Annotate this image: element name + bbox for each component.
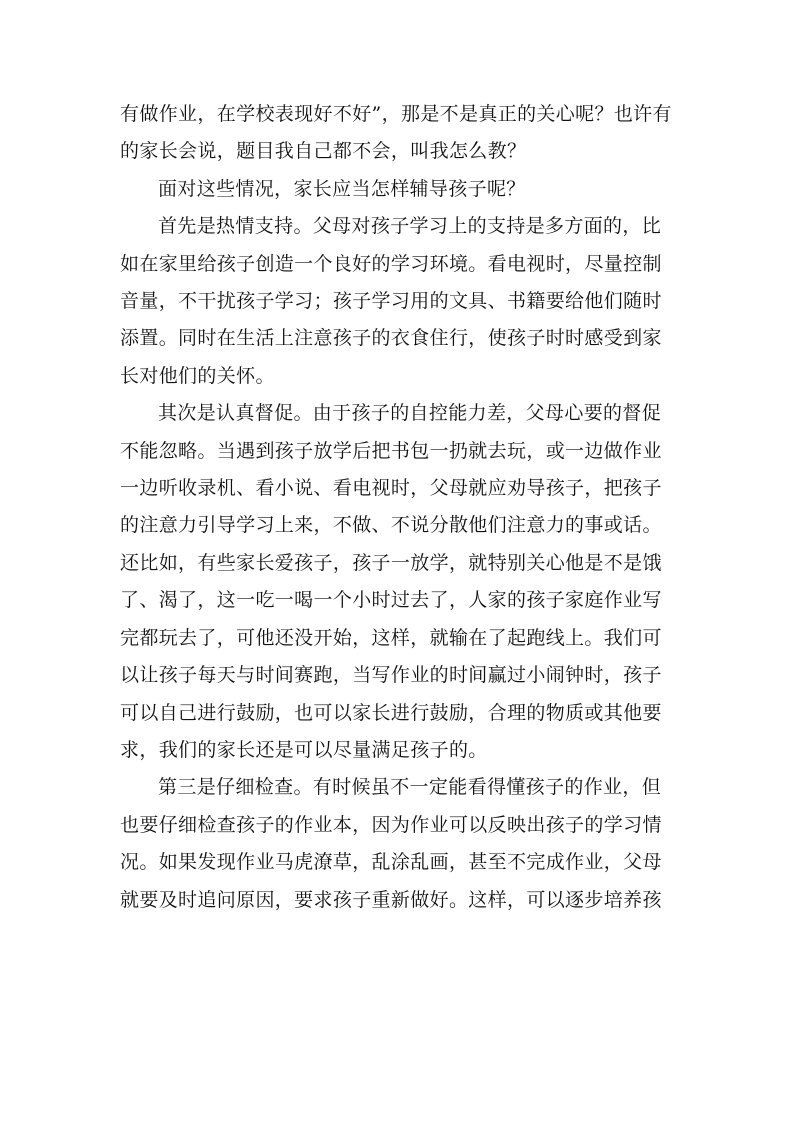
document-body [120,96,680,919]
paragraph-check: 第三是仔细检查。有时候虽不一定能看得懂孩子的作业，但也要仔细检查孩子的作业本，因为作业可以反映出孩子的学习情况。如果发现作业马虎潦草，乱涂乱画，甚至不完成作业，父母就要及时追问原因，要求孩子重新做好。这样，可以逐步培养孩 [120,776,662,911]
paragraph-support: 首先是热情支持。父母对孩子学习上的支持是多方面的，比如在家里给孩子创造一个良好的学习环境。看电视时，尽量控制音量，不干扰孩子学习；孩子学习用的文具、书籍要给他们随时添置。同时在生活上注意孩子的衣食住行，使孩子时时感受到家长对他们的关怀。 [120,215,662,387]
paragraph-question: 面对这些情况，家长应当怎样辅导孩子呢？ [158,177,526,200]
paragraph-supervise: 其次是认真督促。由于孩子的自控能力差，父母心要的督促不能忽略。当遇到孩子放学后把书包一扔就去玩，或一边做作业一边听收录机、看小说、看电视时，父母就应劝导孩子，把孩子的注意力引导学习上来，不做、不说分散他们注意力的事或话。还比如，有些家长爱孩子，孩子一放学，就特别关心他是不是饿了、渴了，这一吃一喝一个小时过去了，人家的孩子家庭作业写完都玩去了，可他还没开始，这样，就输在了起跑线上。我们可以让孩子每天与时间赛跑，当写作业的时间赢过小闹钟时，孩子可以自己进行鼓励，也可以家长进行鼓励，合理的物质或其他要求，我们的家长还是可以尽量满足孩子的。 [120,402,662,761]
paragraph-continuation: 有做作业，在学校表现好不好”，那是不是真正的关心呢？也许有的家长会说，题目我自己都不会，叫我怎么教？ [120,103,672,163]
